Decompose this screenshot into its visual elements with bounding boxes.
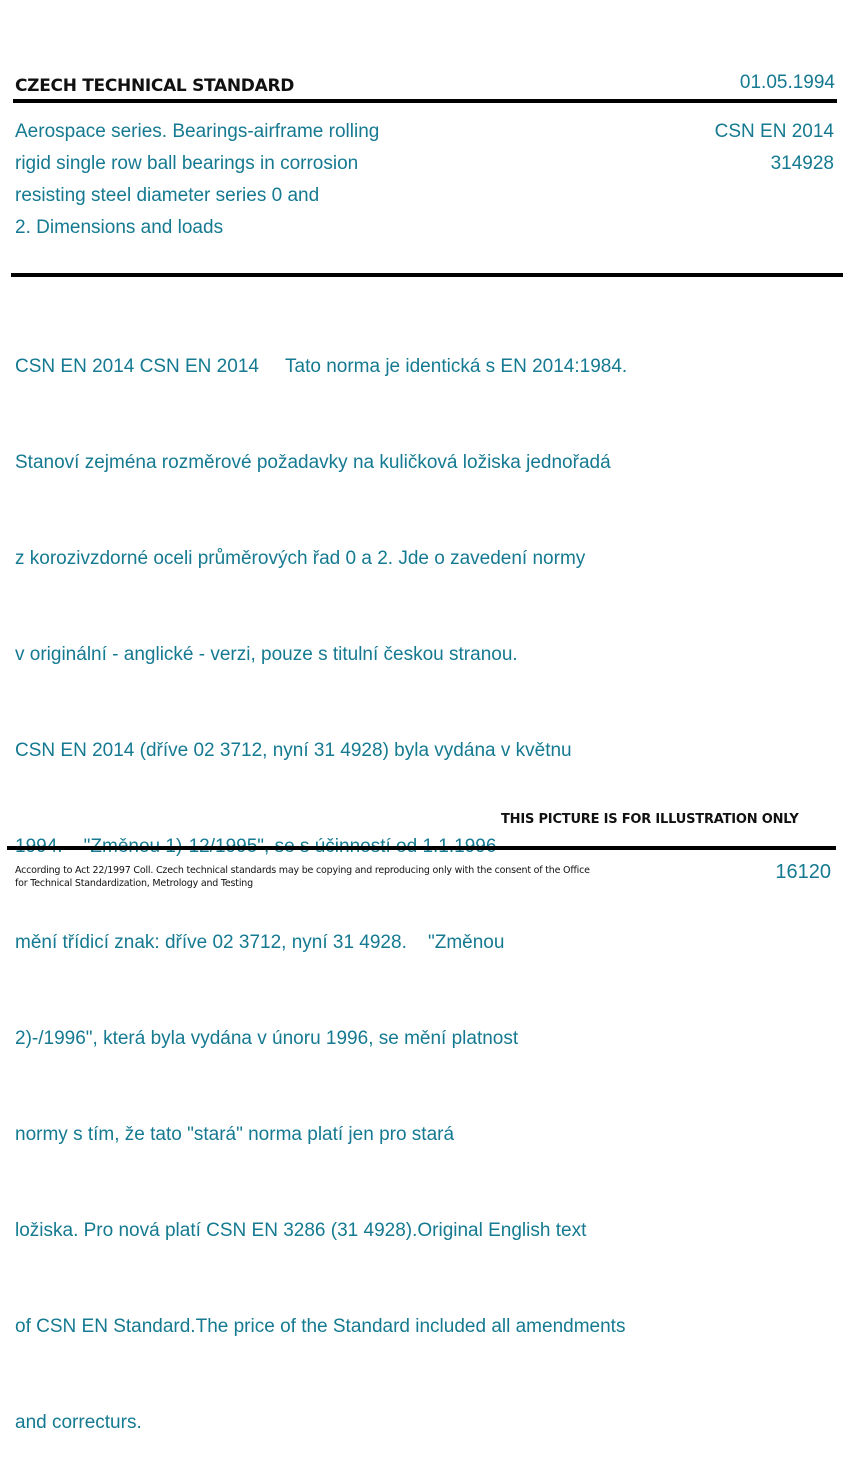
title-line: rigid single row ball bearings in corrosion [15,153,359,174]
description-line: 2)-/1996", která byla vydána v únoru 1996, se mění platnost [15,1028,519,1049]
standard-codes [715,116,834,180]
title-line: resisting steel diameter series 0 and [15,185,320,206]
description-line: of CSN EN Standard.The price of the Standard included all amendments [15,1316,626,1337]
description-line: mění třídicí znak: dříve 02 3712, nyní 31 4928. "Změnou [15,932,505,953]
footer-divider [7,846,836,850]
publication-date: 01.05.1994 [739,72,835,93]
description-line: and correcturs. [15,1412,142,1433]
legal-line: for Technical Standardization, Metrology and Testing [15,878,253,889]
illustration-note: THIS PICTURE IS FOR ILLUSTRATION ONLY [501,812,799,827]
description-line: ložiska. Pro nová platí CSN EN 3286 (31 4928).Original English text [15,1220,587,1241]
catalog-number: 314928 [770,153,834,174]
standard-code: CSN EN 2014 [714,121,834,142]
title-line: Aerospace series. Bearings-airframe rolling [15,121,380,142]
description-line: CSN EN 2014 (dříve 02 3712, nyní 31 4928) byla vydána v květnu [15,740,572,761]
legal-line: According to Act 22/1997 Coll. Czech technical standards may be copying and reproducing only with the consent of the Office [15,865,590,876]
standard-type-label: CZECH TECHNICAL STANDARD [15,76,295,96]
description-line: v originální - anglické - verzi, pouze s titulní českou stranou. [15,644,518,665]
title-line: 2. Dimensions and loads [15,217,224,238]
description-line: normy s tím, že tato "stará" norma platí jen pro stará [15,1124,455,1145]
description-line: Stanoví zejména rozměrové požadavky na kuličková ložiska jednořadá [15,452,611,473]
legal-notice [15,864,590,890]
description-line: z korozivzdorné oceli průměrových řad 0 a 2. Jde o zavedení normy [15,548,586,569]
header-divider [13,99,837,103]
title-divider [11,273,843,277]
description-line: CSN EN 2014 CSN EN 2014 Tato norma je identická s EN 2014:1984. [15,356,628,377]
standard-title [15,116,379,244]
document-number: 16120 [775,861,831,883]
